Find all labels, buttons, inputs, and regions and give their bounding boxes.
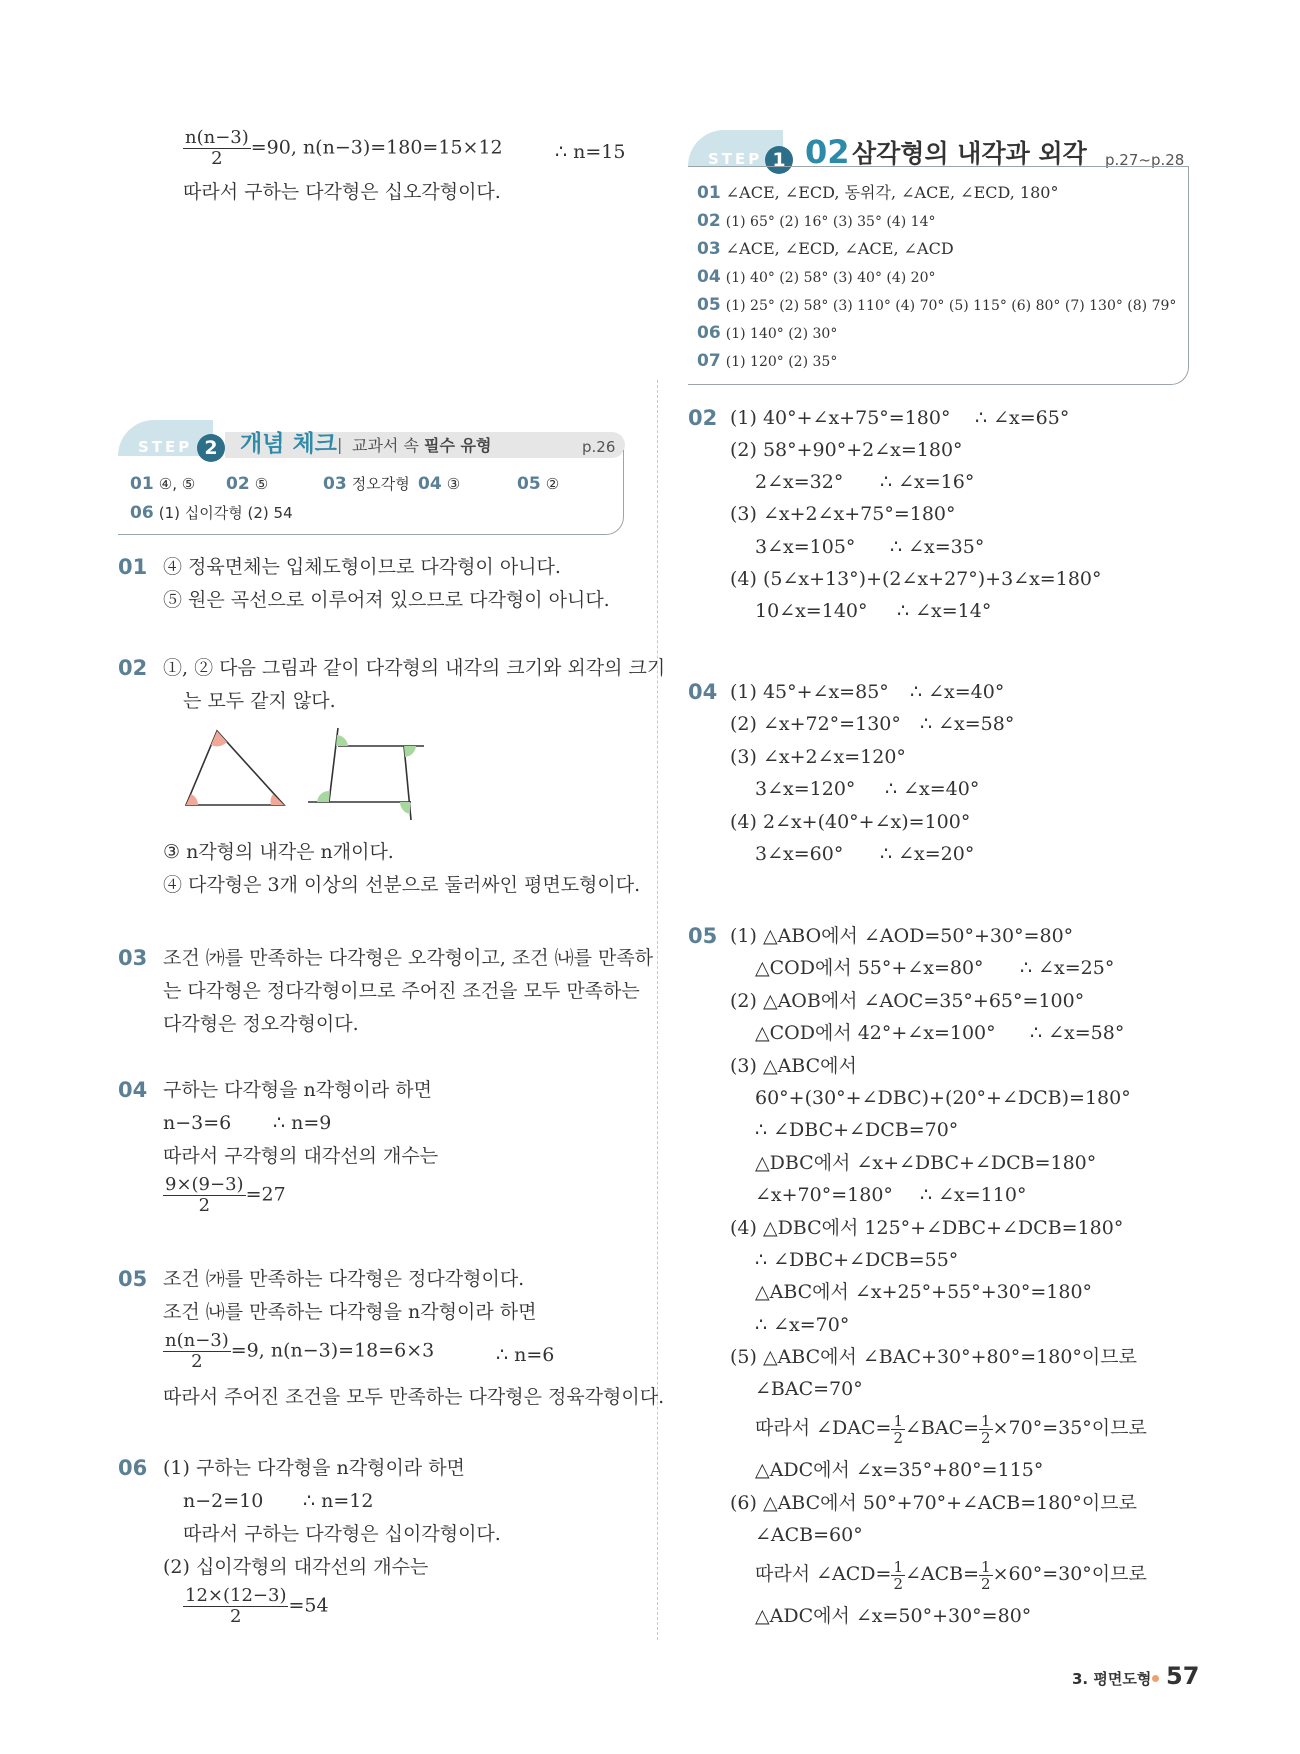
q02-line4: ④ 다각형은 3개 이상의 선분으로 둘러싸인 평면도형이다. — [163, 874, 641, 896]
step1-word: STEP — [708, 150, 763, 168]
r-q05-line15: ∠BAC=70° — [755, 1378, 863, 1400]
r-q02-line7b: ∴ ∠x=14° — [897, 600, 992, 622]
r-q02-line1a: (1) 40°+∠x+75°=180° — [730, 407, 951, 429]
r-q05-line11: ∴ ∠DBC+∠DCB=55° — [755, 1249, 959, 1271]
r-q05-line14: (5) △ABC에서 ∠BAC+30°+80°=180°이므로 — [730, 1346, 1137, 1368]
step1-answer-07: 07 (1) 120° (2) 35° — [697, 351, 838, 371]
step1-answer-03: 03 ∠ACE, ∠ECD, ∠ACE, ∠ACD — [697, 239, 954, 259]
step1-answer-02: 02 (1) 65° (2) 16° (3) 35° (4) 14° — [697, 211, 936, 231]
step2-separator: | — [337, 435, 343, 454]
step2-answer-04: 04 ③ — [418, 474, 461, 494]
footer-dot-icon — [1152, 1675, 1159, 1682]
r-q05-5-result: △ADC에서 ∠x=35°+80°=115° — [755, 1459, 1044, 1481]
r-q05-line10: (4) △DBC에서 125°+∠DBC+∠DCB=180° — [730, 1217, 1124, 1239]
r-q05-line7: ∴ ∠DBC+∠DCB=70° — [755, 1119, 959, 1141]
top-equation: $\frac{n(n-3)}{2}$ =90, n(n−3)=180=15×12 — [185, 127, 503, 169]
q02-number: 02 — [118, 656, 148, 680]
r-q05-line6: 60°+(30°+∠DBC)+(20°+∠DCB)=180° — [755, 1087, 1131, 1109]
r-q05-line9a: ∠x+70°=180° — [755, 1184, 893, 1206]
step1-section-number: 02 — [805, 133, 850, 171]
q04-line1: 구하는 다각형을 n각형이라 하면 — [163, 1079, 432, 1101]
r-q02-line6a: (4) (5∠x+13°)+(2∠x+27°)+3∠x=180° — [730, 568, 1102, 590]
q04-equation: $\frac{9\times(9-3)}{2}$ =27 — [165, 1174, 286, 1216]
r-q04-line4a: 3∠x=120° — [755, 778, 856, 800]
step2-word: STEP — [138, 438, 193, 456]
q05-line2: 조건 ㈏를 만족하는 다각형을 n각형이라 하면 — [163, 1301, 537, 1323]
step1-answer-04: 04 (1) 40° (2) 58° (3) 40° (4) 20° — [697, 267, 936, 287]
q05-fraction: $\frac{n(n-3)}{2}$ — [165, 1330, 229, 1372]
q05-number: 05 — [118, 1267, 148, 1291]
q05-line1: 조건 ㈎를 만족하는 다각형은 정다각형이다. — [163, 1268, 525, 1290]
r-q05-line4b: ∴ ∠x=58° — [1030, 1022, 1125, 1044]
r-q02-number: 02 — [688, 406, 718, 430]
step2-answer-02: 02 ⑤ — [226, 474, 269, 494]
q06-line3: 따라서 구하는 다각형은 십이각형이다. — [183, 1523, 501, 1545]
quadrilateral-figure — [300, 722, 430, 822]
step2-title: 개념 체크 — [240, 431, 337, 457]
step2-answer-01: 01 ④, ⑤ — [130, 474, 196, 494]
top-fraction: $\frac{n(n-3)}{2}$ — [185, 127, 249, 169]
r-q02-line7a: 10∠x=140° — [755, 600, 868, 622]
q03-line2: 는 다각형은 정다각형이므로 주어진 조건을 모두 만족하는 — [163, 980, 640, 1002]
step1-answer-06: 06 (1) 140° (2) 30° — [697, 323, 838, 343]
r-q04-line3a: (3) ∠x+2∠x=120° — [730, 746, 906, 768]
q01-number: 01 — [118, 555, 148, 579]
half-fraction-4: $\frac{1}{2}$ — [981, 1557, 991, 1593]
r-q05-5-halving: 따라서 ∠DAC= $\frac{1}{2}$ ∠BAC= $\frac{1}{2}$ ×70°=35°이므로 — [755, 1411, 1147, 1447]
q04-fraction: $\frac{9\times(9-3)}{2}$ — [165, 1174, 244, 1216]
r-q04-line4b: ∴ ∠x=40° — [885, 778, 980, 800]
r-q05-line3: (2) △AOB에서 ∠AOC=35°+65°=100° — [730, 990, 1085, 1012]
r-q02-line5b: ∴ ∠x=35° — [890, 536, 985, 558]
q05-therefore: ∴ n=6 — [496, 1344, 555, 1366]
r-q05-6-halving: 따라서 ∠ACD= $\frac{1}{2}$ ∠ACB= $\frac{1}{2}$ ×60°=30°이므로 — [755, 1557, 1147, 1593]
r-q05-line12: △ABC에서 ∠x+25°+55°+30°=180° — [755, 1281, 1093, 1303]
q06-line2b: ∴ n=12 — [303, 1490, 374, 1512]
r-q04-line2a: (2) ∠x+72°=130° — [730, 713, 901, 735]
top-therefore: ∴ n=15 — [555, 141, 626, 163]
step2-number: 2 — [197, 434, 225, 462]
q06-line2a: n−2=10 — [183, 1490, 264, 1512]
q03-line1: 조건 ㈎를 만족하는 다각형은 오각형이고, 조건 ㈏를 만족하 — [163, 947, 654, 969]
r-q02-line3a: 2∠x=32° — [755, 471, 844, 493]
q03-number: 03 — [118, 946, 148, 970]
r-q02-line3b: ∴ ∠x=16° — [880, 471, 975, 493]
q01-line1: ④ 정육면체는 입체도형이므로 다각형이 아니다. — [163, 556, 561, 578]
footer-chapter: 3. 평면도형 — [1072, 1670, 1152, 1688]
r-q04-number: 04 — [688, 680, 718, 704]
r-q05-line5: (3) △ABC에서 — [730, 1055, 857, 1077]
q05-line4: 따라서 주어진 조건을 모두 만족하는 다각형은 정육각형이다. — [163, 1386, 665, 1408]
q05-equation: $\frac{n(n-3)}{2}$ =9, n(n−3)=18=6×3 — [165, 1330, 435, 1372]
r-q02-line2a: (2) 58°+90°+2∠x=180° — [730, 439, 963, 461]
step1-title: 삼각형의 내각과 외각 — [852, 139, 1087, 168]
r-q05-line4a: △COD에서 42°+∠x=100° — [755, 1022, 996, 1044]
r-q05-line2b: ∴ ∠x=25° — [1020, 957, 1115, 979]
r-q05-line8: △DBC에서 ∠x+∠DBC+∠DCB=180° — [755, 1152, 1097, 1174]
step2-page-ref: p.26 — [582, 438, 616, 456]
r-q04-line5a: (4) 2∠x+(40°+∠x)=100° — [730, 811, 971, 833]
r-q04-line6b: ∴ ∠x=20° — [880, 843, 975, 865]
r-q05-line1: (1) △ABO에서 ∠AOD=50°+30°=80° — [730, 925, 1074, 947]
r-q02-line5a: 3∠x=105° — [755, 536, 856, 558]
r-q04-line2b: ∴ ∠x=58° — [920, 713, 1015, 735]
half-fraction-1: $\frac{1}{2}$ — [893, 1411, 903, 1447]
r-q05-6-result: △ADC에서 ∠x=50°+30°=80° — [755, 1605, 1032, 1627]
step2-answer-03: 03 정오각형 — [323, 474, 410, 494]
half-fraction-2: $\frac{1}{2}$ — [981, 1411, 991, 1447]
r-q04-line1a: (1) 45°+∠x=85° — [730, 681, 889, 703]
step1-number: 1 — [765, 146, 793, 174]
q04-line3: 따라서 구각형의 대각선의 개수는 — [163, 1145, 439, 1167]
q06-line1: (1) 구하는 다각형을 n각형이라 하면 — [163, 1457, 465, 1479]
step1-answer-05: 05 (1) 25° (2) 58° (3) 110° (4) 70° (5) 115° (6) 80° (7) 130° (8) 79° — [697, 295, 1177, 315]
step2-subtitle: 교과서 속 필수 유형 — [352, 436, 492, 455]
step1-answer-01: 01 ∠ACE, ∠ECD, 동위각, ∠ACE, ∠ECD, 180° — [697, 183, 1059, 203]
r-q05-line2a: △COD에서 55°+∠x=80° — [755, 957, 984, 979]
step2-answer-06: 06 (1) 십이각형 (2) 54 — [130, 503, 293, 523]
step2-answer-05: 05 ② — [517, 474, 560, 494]
q02-line1: ①, ② 다음 그림과 같이 다각형의 내각의 크기와 외각의 크기 — [163, 657, 666, 679]
column-divider — [657, 380, 658, 1640]
r-q02-line4a: (3) ∠x+2∠x+75°=180° — [730, 503, 956, 525]
q02-line2: 는 모두 같지 않다. — [183, 690, 336, 712]
r-q02-line1b: ∴ ∠x=65° — [975, 407, 1070, 429]
r-q05-6-line2: ∠ACB=60° — [755, 1524, 863, 1546]
r-q05-number: 05 — [688, 924, 718, 948]
step1-page-ref: p.27~p.28 — [1105, 151, 1185, 169]
top-conclusion: 따라서 구하는 다각형은 십오각형이다. — [183, 181, 501, 203]
q01-line2: ⑤ 원은 곡선으로 이루어져 있으므로 다각형이 아니다. — [163, 589, 610, 611]
r-q04-line1b: ∴ ∠x=40° — [910, 681, 1005, 703]
r-q04-line6a: 3∠x=60° — [755, 843, 844, 865]
r-q05-line13: ∴ ∠x=70° — [755, 1314, 850, 1336]
q06-line4: (2) 십이각형의 대각선의 개수는 — [163, 1556, 429, 1578]
q02-line3: ③ n각형의 내각은 n개이다. — [163, 841, 394, 863]
half-fraction-3: $\frac{1}{2}$ — [893, 1557, 903, 1593]
q06-number: 06 — [118, 1456, 148, 1480]
q04-line2a: n−3=6 — [163, 1112, 232, 1134]
q06-fraction: $\frac{12\times(12-3)}{2}$ — [185, 1585, 287, 1627]
q04-number: 04 — [118, 1078, 148, 1102]
q06-equation: $\frac{12\times(12-3)}{2}$ =54 — [185, 1585, 329, 1627]
r-q05-line9b: ∴ ∠x=110° — [920, 1184, 1027, 1206]
q03-line3: 다각형은 정오각형이다. — [163, 1013, 359, 1035]
q04-line2b: ∴ n=9 — [273, 1112, 332, 1134]
triangle-figure — [180, 725, 290, 810]
r-q05-6-line1: (6) △ABC에서 50°+70°+∠ACB=180°이므로 — [730, 1492, 1137, 1514]
footer-page-number: 57 — [1166, 1662, 1200, 1690]
